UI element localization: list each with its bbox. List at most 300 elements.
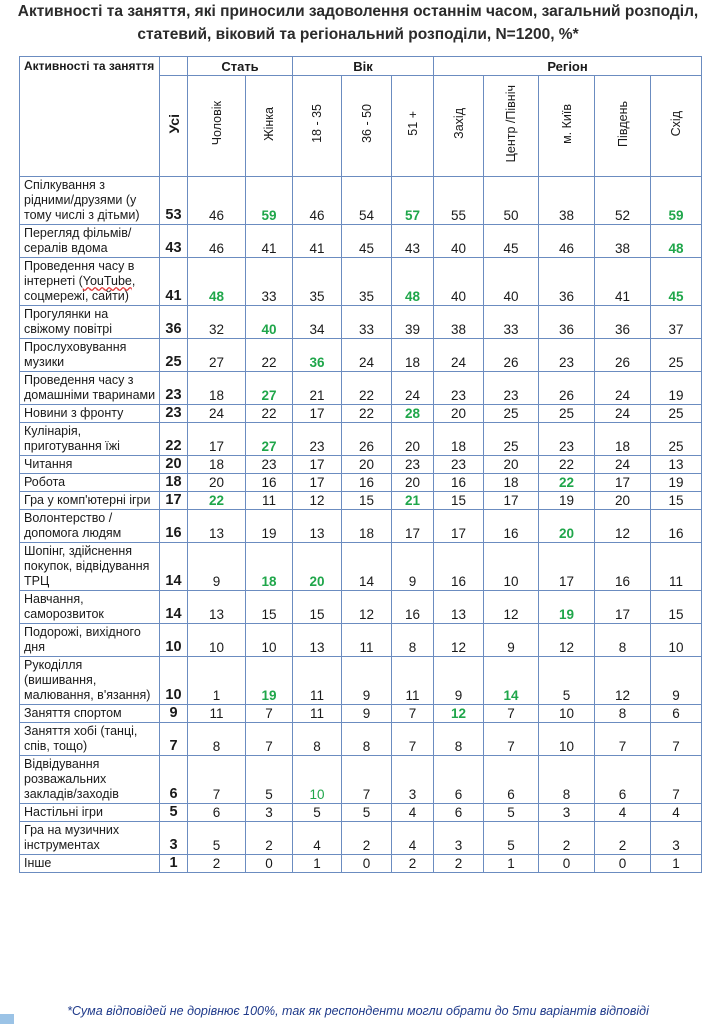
total-value-cell: 10: [160, 624, 188, 657]
value-cell: 2: [392, 855, 434, 873]
value-cell: 7: [595, 723, 651, 756]
value-cell: 18: [434, 423, 484, 456]
value-cell: 24: [342, 339, 392, 372]
value-cell: 18: [188, 372, 246, 405]
row-label: [20, 258, 160, 306]
value-cell: 9: [392, 543, 434, 591]
value-cell: 10: [246, 624, 293, 657]
value-cell: 8: [595, 624, 651, 657]
total-value-cell: 23: [160, 405, 188, 423]
row-label: Робота: [20, 474, 160, 492]
value-cell: 5: [246, 756, 293, 804]
total-value-cell: 41: [160, 258, 188, 306]
value-cell: 3: [651, 822, 702, 855]
column-header-label: 18 - 35: [310, 104, 324, 143]
value-cell: 13: [434, 591, 484, 624]
value-cell: 21: [293, 372, 342, 405]
value-cell: 17: [293, 405, 342, 423]
value-cell: 11: [293, 705, 342, 723]
total-value-cell: 53: [160, 177, 188, 225]
column-header: [539, 76, 595, 177]
value-cell: 3: [434, 822, 484, 855]
group-header-row: [20, 57, 702, 76]
total-value-cell: 14: [160, 543, 188, 591]
value-cell: 18: [188, 456, 246, 474]
total-value-cell: 10: [160, 657, 188, 705]
value-cell: 22: [539, 474, 595, 492]
column-header: [188, 76, 246, 177]
value-cell: 23: [539, 339, 595, 372]
value-cell: 10: [484, 543, 539, 591]
value-cell: 6: [434, 756, 484, 804]
table-row: [20, 657, 702, 705]
value-cell: 13: [651, 456, 702, 474]
value-cell: 20: [293, 543, 342, 591]
group-total: [160, 57, 188, 76]
group-age: Вік: [293, 57, 434, 76]
value-cell: 11: [188, 705, 246, 723]
value-cell: 18: [595, 423, 651, 456]
value-cell: 36: [539, 306, 595, 339]
value-cell: 12: [484, 591, 539, 624]
table-row: [20, 855, 702, 873]
value-cell: 0: [342, 855, 392, 873]
value-cell: 20: [392, 474, 434, 492]
value-cell: 8: [539, 756, 595, 804]
value-cell: 24: [595, 405, 651, 423]
value-cell: 20: [484, 456, 539, 474]
value-cell: 10: [539, 723, 595, 756]
row-label: Перегляд фільмів/сералів вдома: [20, 225, 160, 258]
value-cell: 45: [651, 258, 702, 306]
value-cell: 40: [434, 258, 484, 306]
value-cell: 15: [651, 492, 702, 510]
table-row: [20, 804, 702, 822]
value-cell: 59: [246, 177, 293, 225]
table-row: [20, 624, 702, 657]
value-cell: 27: [246, 423, 293, 456]
value-cell: 45: [484, 225, 539, 258]
value-cell: 4: [392, 804, 434, 822]
column-header-label: Жінка: [262, 106, 276, 141]
value-cell: 9: [342, 657, 392, 705]
value-cell: 19: [539, 591, 595, 624]
value-cell: 17: [484, 492, 539, 510]
table-row: [20, 543, 702, 591]
total-value-cell: 36: [160, 306, 188, 339]
value-cell: 9: [342, 705, 392, 723]
total-value-cell: 1: [160, 855, 188, 873]
value-cell: 16: [651, 510, 702, 543]
value-cell: 23: [293, 423, 342, 456]
value-cell: 13: [188, 591, 246, 624]
value-cell: 6: [484, 756, 539, 804]
value-cell: 11: [293, 657, 342, 705]
value-cell: 9: [651, 657, 702, 705]
value-cell: 22: [342, 405, 392, 423]
value-cell: 46: [539, 225, 595, 258]
value-cell: 24: [188, 405, 246, 423]
value-cell: 19: [246, 510, 293, 543]
value-cell: 16: [434, 543, 484, 591]
value-cell: 50: [484, 177, 539, 225]
value-cell: 23: [539, 423, 595, 456]
value-cell: 34: [293, 306, 342, 339]
value-cell: 13: [188, 510, 246, 543]
value-cell: 1: [293, 855, 342, 873]
row-label: Заняття хобі (танці, спів, тощо): [20, 723, 160, 756]
column-header: [434, 76, 484, 177]
row-label-spellcheck-word: YouTube: [82, 274, 132, 288]
total-value-cell: 23: [160, 372, 188, 405]
value-cell: 9: [484, 624, 539, 657]
table-row: [20, 591, 702, 624]
value-cell: 16: [434, 474, 484, 492]
row-label: Інше: [20, 855, 160, 873]
value-cell: 16: [342, 474, 392, 492]
value-cell: 46: [293, 177, 342, 225]
value-cell: 38: [595, 225, 651, 258]
value-cell: 13: [293, 624, 342, 657]
total-value-cell: 22: [160, 423, 188, 456]
row-label: Подорожі, вихідного дня: [20, 624, 160, 657]
value-cell: 0: [246, 855, 293, 873]
row-label-part: , соцмережі, сайти): [24, 274, 136, 303]
value-cell: 48: [188, 258, 246, 306]
total-value-cell: 9: [160, 705, 188, 723]
total-value-cell: 20: [160, 456, 188, 474]
table-row: [20, 258, 702, 306]
value-cell: 7: [392, 723, 434, 756]
value-cell: 12: [595, 510, 651, 543]
value-cell: 10: [539, 705, 595, 723]
value-cell: 12: [342, 591, 392, 624]
value-cell: 25: [484, 423, 539, 456]
value-cell: 43: [392, 225, 434, 258]
value-cell: 7: [246, 723, 293, 756]
total-value-cell: 14: [160, 591, 188, 624]
value-cell: 20: [539, 510, 595, 543]
table-row: [20, 822, 702, 855]
value-cell: 16: [595, 543, 651, 591]
value-cell: 11: [651, 543, 702, 591]
value-cell: 22: [539, 456, 595, 474]
column-header-label: Усі: [165, 113, 182, 134]
value-cell: 20: [434, 405, 484, 423]
value-cell: 54: [342, 177, 392, 225]
column-header: [392, 76, 434, 177]
column-header: [651, 76, 702, 177]
table-row: [20, 177, 702, 225]
value-cell: 10: [293, 756, 342, 804]
value-cell: 14: [342, 543, 392, 591]
value-cell: 8: [293, 723, 342, 756]
value-cell: 2: [188, 855, 246, 873]
value-cell: 7: [484, 723, 539, 756]
table-row: [20, 405, 702, 423]
value-cell: 12: [539, 624, 595, 657]
value-cell: 20: [342, 456, 392, 474]
value-cell: 1: [651, 855, 702, 873]
value-cell: 21: [392, 492, 434, 510]
table-row: [20, 756, 702, 804]
row-label: Кулінарія, приготування їжі: [20, 423, 160, 456]
column-header: [342, 76, 392, 177]
value-cell: 15: [342, 492, 392, 510]
value-cell: 39: [392, 306, 434, 339]
value-cell: 26: [539, 372, 595, 405]
value-cell: 15: [434, 492, 484, 510]
value-cell: 23: [434, 456, 484, 474]
total-value-cell: 7: [160, 723, 188, 756]
value-cell: 25: [651, 405, 702, 423]
value-cell: 17: [595, 591, 651, 624]
footnote: *Сума відповідей не дорівнює 100%, так як респонденти могли обрати до 5ти варіантів відповіді: [67, 1004, 649, 1018]
value-cell: 10: [651, 624, 702, 657]
column-header: [484, 76, 539, 177]
value-cell: 7: [651, 723, 702, 756]
value-cell: 12: [293, 492, 342, 510]
column-header-label: Південь: [615, 100, 630, 147]
value-cell: 0: [595, 855, 651, 873]
value-cell: 55: [434, 177, 484, 225]
value-cell: 17: [392, 510, 434, 543]
value-cell: 15: [246, 591, 293, 624]
value-cell: 7: [246, 705, 293, 723]
row-label: Прогулянки на свіжому повітрі: [20, 306, 160, 339]
table-row: [20, 372, 702, 405]
table-row: [20, 456, 702, 474]
value-cell: 1: [188, 657, 246, 705]
value-cell: 18: [342, 510, 392, 543]
total-value-cell: 43: [160, 225, 188, 258]
column-header-label: Схід: [669, 110, 684, 137]
row-label: Відвідування розважальних закладів/заходів: [20, 756, 160, 804]
table-row: [20, 492, 702, 510]
value-cell: 5: [188, 822, 246, 855]
value-cell: 24: [434, 339, 484, 372]
value-cell: 25: [651, 339, 702, 372]
total-value-cell: 18: [160, 474, 188, 492]
row-label: Навчання, саморозвиток: [20, 591, 160, 624]
value-cell: 57: [392, 177, 434, 225]
value-cell: 40: [434, 225, 484, 258]
value-cell: 17: [188, 423, 246, 456]
row-label: Настільні ігри: [20, 804, 160, 822]
value-cell: 22: [246, 339, 293, 372]
value-cell: 9: [434, 657, 484, 705]
corner-label: Активності та заняття: [20, 57, 160, 177]
value-cell: 24: [595, 372, 651, 405]
column-header-label: Чоловік: [209, 101, 224, 146]
value-cell: 19: [539, 492, 595, 510]
activities-table: [19, 56, 702, 873]
value-cell: 7: [342, 756, 392, 804]
value-cell: 4: [595, 804, 651, 822]
value-cell: 2: [342, 822, 392, 855]
row-label: Новини з фронту: [20, 405, 160, 423]
value-cell: 41: [293, 225, 342, 258]
value-cell: 23: [484, 372, 539, 405]
value-cell: 4: [651, 804, 702, 822]
value-cell: 24: [392, 372, 434, 405]
total-value-cell: 25: [160, 339, 188, 372]
value-cell: 38: [539, 177, 595, 225]
value-cell: 46: [188, 177, 246, 225]
value-cell: 3: [539, 804, 595, 822]
table-row: [20, 723, 702, 756]
row-label: Спілкування з рідними/друзями (у тому числі з дітьми): [20, 177, 160, 225]
value-cell: 23: [434, 372, 484, 405]
table-row: [20, 423, 702, 456]
value-cell: 8: [188, 723, 246, 756]
value-cell: 37: [651, 306, 702, 339]
row-label: Гра на музичних інструментах: [20, 822, 160, 855]
value-cell: 8: [595, 705, 651, 723]
value-cell: 18: [484, 474, 539, 492]
value-cell: 7: [651, 756, 702, 804]
value-cell: 6: [434, 804, 484, 822]
value-cell: 6: [595, 756, 651, 804]
table-row: [20, 474, 702, 492]
value-cell: 20: [188, 474, 246, 492]
value-cell: 48: [392, 258, 434, 306]
value-cell: 6: [188, 804, 246, 822]
value-cell: 17: [539, 543, 595, 591]
value-cell: 17: [293, 456, 342, 474]
value-cell: 46: [188, 225, 246, 258]
title-line-1: Активності та заняття, які приносили задоволення останнім часом, загальний розподіл,: [17, 3, 699, 20]
value-cell: 22: [246, 405, 293, 423]
value-cell: 25: [484, 405, 539, 423]
column-header: [595, 76, 651, 177]
value-cell: 33: [246, 258, 293, 306]
column-header-label: 36 - 50: [359, 104, 374, 143]
value-cell: 23: [246, 456, 293, 474]
value-cell: 18: [246, 543, 293, 591]
value-cell: 40: [246, 306, 293, 339]
value-cell: 40: [484, 258, 539, 306]
value-cell: 4: [392, 822, 434, 855]
value-cell: 11: [342, 624, 392, 657]
value-cell: 5: [293, 804, 342, 822]
table-body: [20, 177, 702, 873]
value-cell: 18: [392, 339, 434, 372]
page-corner-marker: [0, 1014, 14, 1024]
value-cell: 19: [651, 474, 702, 492]
column-header: [246, 76, 293, 177]
value-cell: 27: [246, 372, 293, 405]
value-cell: 2: [434, 855, 484, 873]
value-cell: 35: [342, 258, 392, 306]
table-row: [20, 225, 702, 258]
value-cell: 17: [293, 474, 342, 492]
value-cell: 9: [188, 543, 246, 591]
table-row: [20, 705, 702, 723]
value-cell: 41: [595, 258, 651, 306]
value-cell: 45: [342, 225, 392, 258]
value-cell: 19: [246, 657, 293, 705]
table-row: [20, 339, 702, 372]
value-cell: 16: [484, 510, 539, 543]
value-cell: 52: [595, 177, 651, 225]
total-value-cell: 17: [160, 492, 188, 510]
value-cell: 33: [342, 306, 392, 339]
value-cell: 5: [342, 804, 392, 822]
value-cell: 11: [246, 492, 293, 510]
value-cell: 48: [651, 225, 702, 258]
value-cell: 11: [392, 657, 434, 705]
table-row: [20, 510, 702, 543]
value-cell: 15: [651, 591, 702, 624]
column-header-label: 51 +: [405, 111, 420, 136]
group-region: Регіон: [434, 57, 702, 76]
value-cell: 1: [484, 855, 539, 873]
value-cell: 12: [434, 624, 484, 657]
value-cell: 8: [392, 624, 434, 657]
value-cell: 16: [246, 474, 293, 492]
value-cell: 32: [188, 306, 246, 339]
value-cell: 12: [434, 705, 484, 723]
value-cell: 6: [651, 705, 702, 723]
value-cell: 25: [539, 405, 595, 423]
value-cell: 17: [434, 510, 484, 543]
total-value-cell: 6: [160, 756, 188, 804]
value-cell: 3: [392, 756, 434, 804]
row-label: Волонтерство /допомога людям: [20, 510, 160, 543]
value-cell: 23: [392, 456, 434, 474]
value-cell: 2: [539, 822, 595, 855]
total-value-cell: 16: [160, 510, 188, 543]
value-cell: 36: [539, 258, 595, 306]
value-cell: 20: [392, 423, 434, 456]
row-label-part: Проведення часу в інтернеті (: [24, 259, 135, 288]
row-label: Проведення часу з домашніми тваринами: [20, 372, 160, 405]
value-cell: 14: [484, 657, 539, 705]
value-cell: 26: [595, 339, 651, 372]
value-cell: 13: [293, 510, 342, 543]
row-label: Заняття спортом: [20, 705, 160, 723]
value-cell: 22: [342, 372, 392, 405]
row-label: Гра у комп'ютерні ігри: [20, 492, 160, 510]
column-header-label: Захід: [451, 108, 466, 139]
value-cell: 25: [651, 423, 702, 456]
column-header: [160, 76, 188, 177]
value-cell: 2: [246, 822, 293, 855]
row-label: Рукоділля (вишивання, малювання, в'язання): [20, 657, 160, 705]
value-cell: 5: [539, 657, 595, 705]
table-row: [20, 306, 702, 339]
value-cell: 27: [188, 339, 246, 372]
column-header-label: м. Київ: [559, 103, 574, 144]
column-header-label: Центр /Північ: [504, 84, 519, 163]
row-label: Прослуховування музики: [20, 339, 160, 372]
value-cell: 5: [484, 804, 539, 822]
value-cell: 7: [188, 756, 246, 804]
value-cell: 3: [246, 804, 293, 822]
row-label: Читання: [20, 456, 160, 474]
value-cell: 7: [392, 705, 434, 723]
value-cell: 17: [595, 474, 651, 492]
total-value-cell: 5: [160, 804, 188, 822]
value-cell: 19: [651, 372, 702, 405]
value-cell: 36: [293, 339, 342, 372]
value-cell: 26: [342, 423, 392, 456]
value-cell: 12: [595, 657, 651, 705]
value-cell: 36: [595, 306, 651, 339]
value-cell: 10: [188, 624, 246, 657]
value-cell: 5: [484, 822, 539, 855]
